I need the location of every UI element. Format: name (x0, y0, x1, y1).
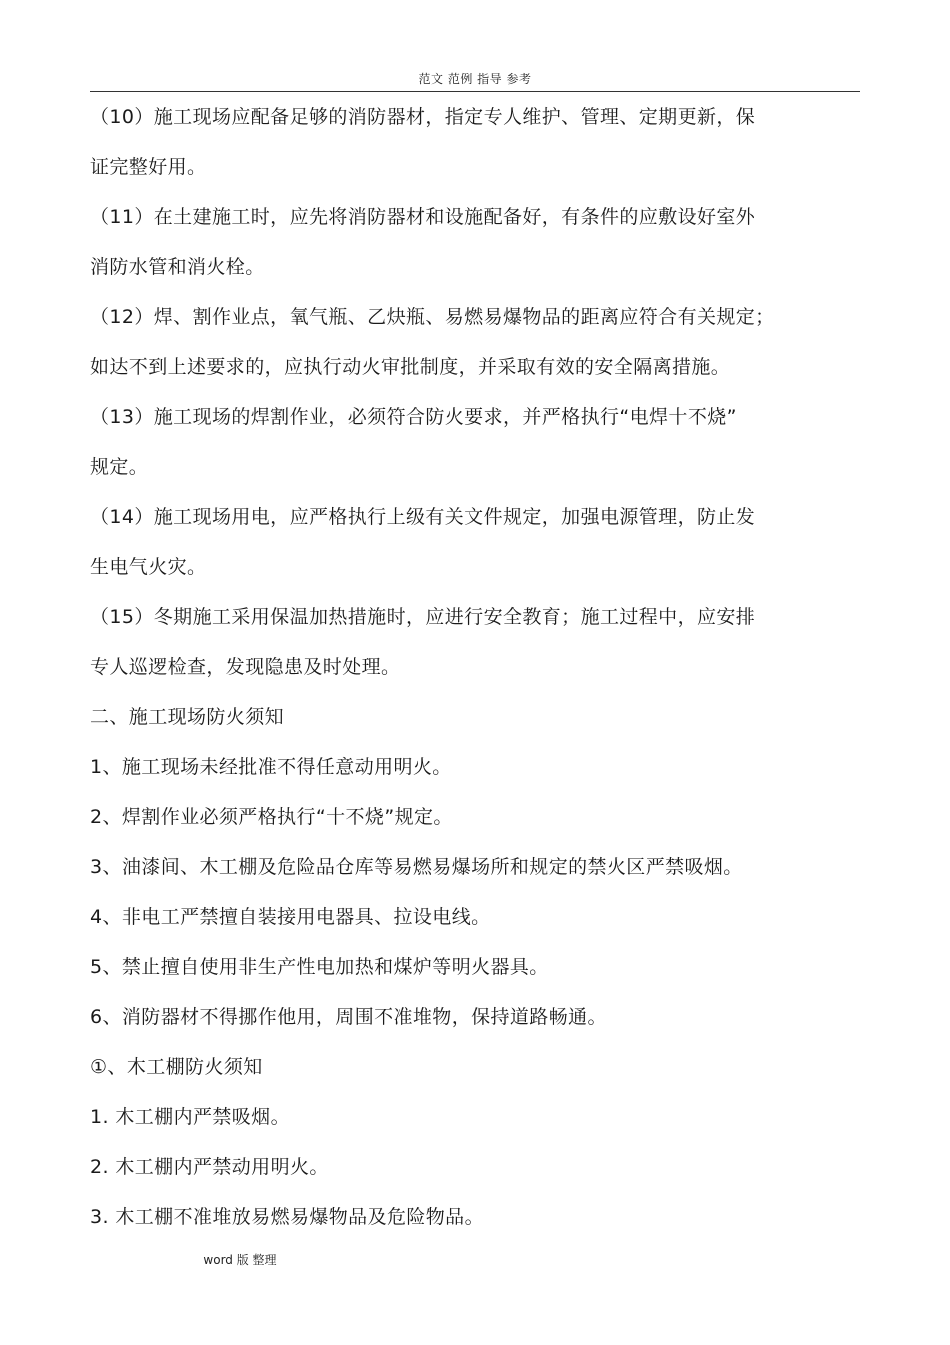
section-heading: 二、施工现场防火须知 (90, 706, 285, 728)
list-item: 3. 木工棚不准堆放易燃易爆物品及危险物品。 (90, 1206, 484, 1228)
list-item: 4、非电工严禁擅自装接用电器具、拉设电线。 (90, 906, 491, 928)
text-line: （10）施工现场应配备足够的消防器材，指定专人维护、管理、定期更新，保 (90, 106, 756, 128)
list-item: 2、焊割作业必须严格执行“十不烧”规定。 (90, 806, 453, 828)
list-item: 6、消防器材不得挪作他用，周围不准堆物，保持道路畅通。 (90, 1006, 607, 1028)
text-line: （14）施工现场用电，应严格执行上级有关文件规定，加强电源管理，防止发 (90, 506, 756, 528)
page-header: 范文 范例 指导 参考 (418, 72, 532, 86)
text-line: 消防水管和消火栓。 (90, 256, 265, 278)
page-footer: word 版 整理 (203, 1253, 277, 1267)
text-line: （12）焊、割作业点，氧气瓶、乙炔瓶、易燃易爆物品的距离应符合有关规定； (90, 306, 775, 328)
text-line: （15）冬期施工采用保温加热措施时，应进行安全教育；施工过程中，应安排 (90, 606, 756, 628)
list-item: 2. 木工棚内严禁动用明火。 (90, 1156, 329, 1178)
text-line: 如达不到上述要求的，应执行动火审批制度，并采取有效的安全隔离措施。 (90, 356, 731, 378)
text-line: 规定。 (90, 456, 149, 478)
text-line: 证完整好用。 (90, 156, 207, 178)
text-line: 生电气火灾。 (90, 556, 207, 578)
list-item: 5、禁止擅自使用非生产性电加热和煤炉等明火器具。 (90, 956, 549, 978)
list-item: 1. 木工棚内严禁吸烟。 (90, 1106, 290, 1128)
header-rule (90, 91, 860, 92)
list-item: 1、施工现场未经批准不得任意动用明火。 (90, 756, 452, 778)
text-line: （11）在土建施工时，应先将消防器材和设施配备好，有条件的应敷设好室外 (90, 206, 756, 228)
subsection-heading: ①、木工棚防火须知 (90, 1056, 263, 1078)
text-line: 专人巡逻检查，发现隐患及时处理。 (90, 656, 401, 678)
text-line: （13）施工现场的焊割作业，必须符合防火要求，并严格执行“电焊十不烧” (90, 406, 737, 428)
list-item: 3、油漆间、木工棚及危险品仓库等易燃易爆场所和规定的禁火区严禁吸烟。 (90, 856, 743, 878)
document-body (90, 97, 860, 1247)
